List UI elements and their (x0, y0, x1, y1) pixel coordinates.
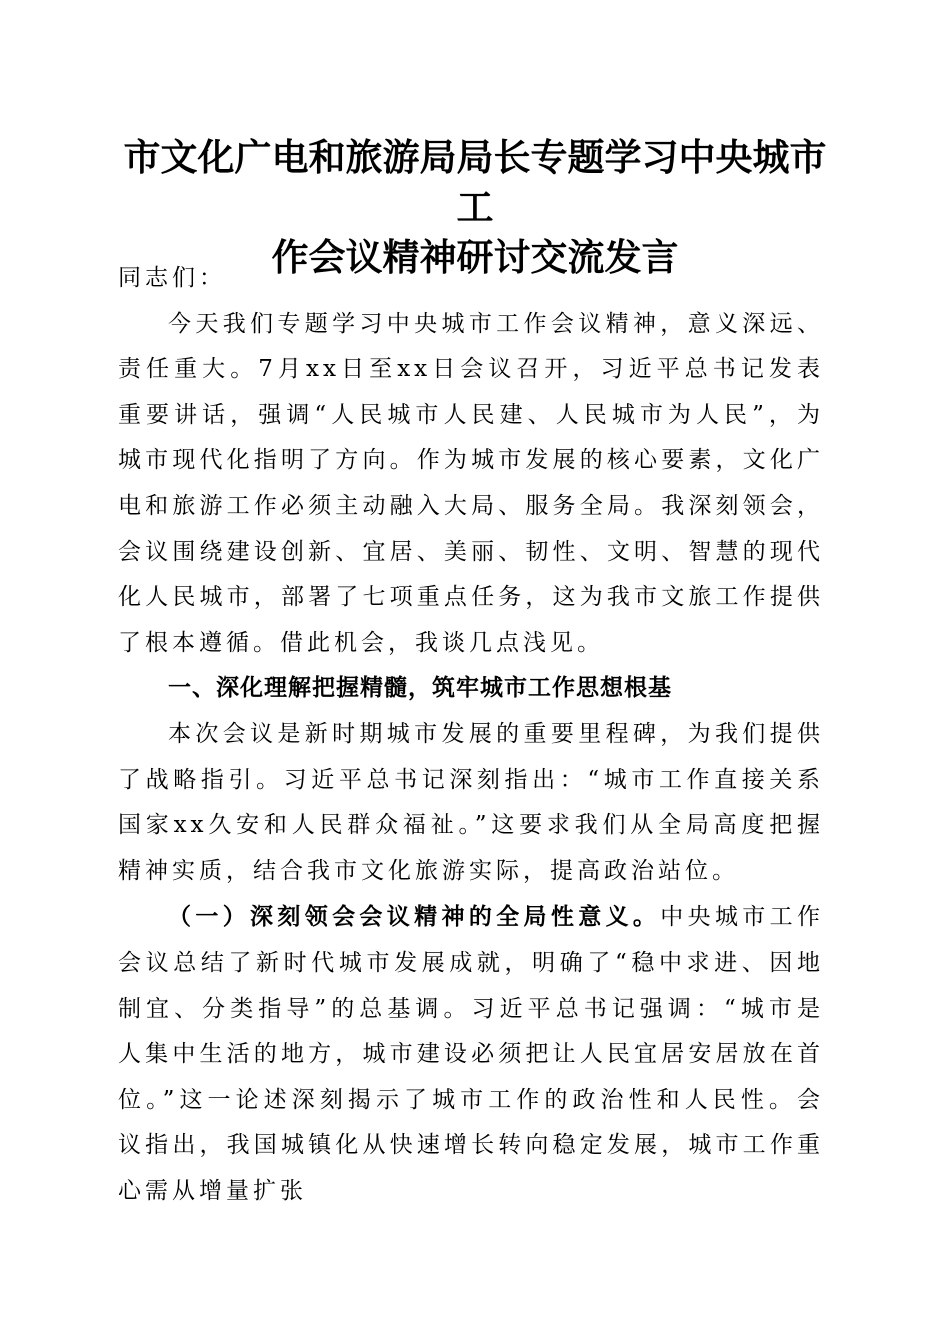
salutation: 同志们： (118, 265, 226, 291)
paragraph-subsection-1 (118, 894, 824, 1214)
title-line-1: 市文化广电和旅游局局长专题学习中央城市工 (123, 135, 827, 229)
section-heading-1: 一、深化理解把握精髓，筑牢城市工作思想根基 (168, 675, 672, 702)
title-line-2: 作会议精神研讨交流发言 (271, 235, 679, 279)
document-body (118, 256, 824, 1214)
subsection-1-lead: （一）深刻领会会议精神的全局性意义。 (168, 903, 661, 931)
subsection-1-text: 中央城市工作会议总结了新时代城市发展成就，明确了“稳中求进、因地制宜、分类指导”的总基调。习近平总书记强调：“城市是人集中生活的地方，城市建设必须把让人民宜居安居放在首位。”这一论述深刻揭示了城市工作的政治性和人民性。会议指出，我国城镇化从快速增长转向稳定发展，城市工作重心需从增量扩张 (118, 904, 825, 1204)
paragraph-section-1: 本次会议是新时期城市发展的重要里程碑，为我们提供了战略指引。习近平总书记深刻指出：“城市工作直接关系国家xx久安和人民群众福祉。”这要求我们从全局高度把握精神实质，结合我市文化旅游实际，提高政治站位。 (118, 720, 824, 884)
paragraph-intro: 今天我们专题学习中央城市工作会议精神，意义深远、责任重大。7月xx日至xx日会议召开，习近平总书记发表重要讲话，强调“人民城市人民建、人民城市为人民”，为城市现代化指明了方向。作为城市发展的核心要素，文化广电和旅游工作必须主动融入大局、服务全局。我深刻领会，会议围绕建设创新、宜居、美丽、韧性、文明、智慧的现代化人民城市，部署了七项重点任务，这为我市文旅工作提供了根本遵循。借此机会，我谈几点浅见。 (118, 310, 824, 656)
